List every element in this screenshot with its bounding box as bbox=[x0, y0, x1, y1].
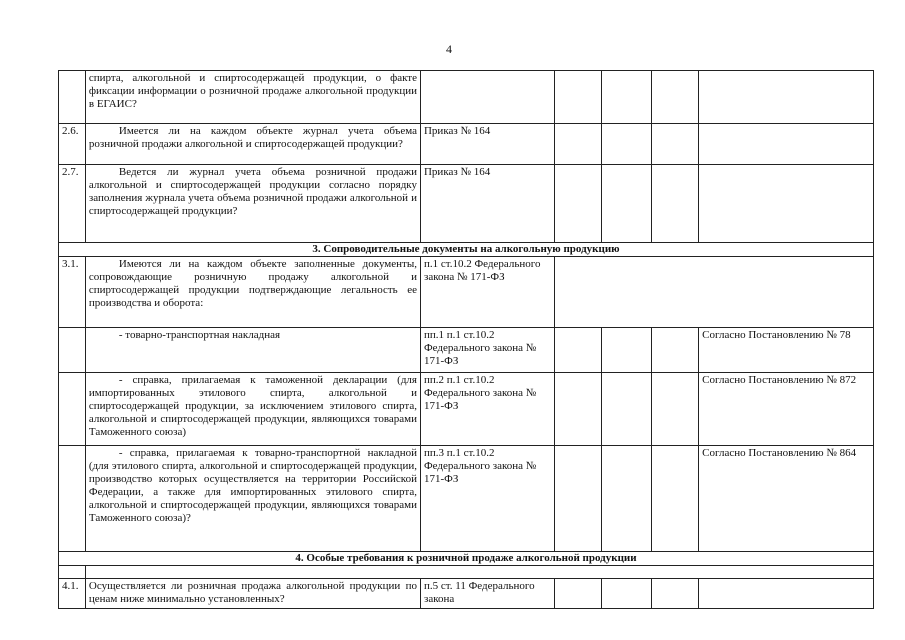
answer-yes-cell bbox=[555, 579, 602, 609]
answer-na-cell bbox=[651, 446, 699, 552]
question-text: - справка, прилагаемая к таможенной декларации (для импортированных этилового спирта, алкогольной и спиртосодержащей продукции, за исключением этилового спирта, алкогольной и спиртосодержащей продукции, являющихся товарами Таможенного союза) bbox=[85, 373, 420, 446]
item-number bbox=[59, 373, 86, 446]
question-text: Ведется ли журнал учета объема розничной продажи алкогольной и спиртосодержащей продукции согласно порядку заполнения журнала учета объема розничной продажи алкогольной и спиртосодержащей продукции? bbox=[85, 165, 420, 243]
table-row bbox=[59, 373, 874, 446]
table-row bbox=[59, 257, 874, 328]
answer-no-cell bbox=[601, 579, 651, 609]
question-text: - справка, прилагаемая к товарно-транспортной накладной (для этилового спирта, алкогольной и спиртосодержащей продукции, производство которых осуществляется на территории Российской Федерации, а также для импортированных этилового спирта, алкогольной и спиртосодержащей продукции, являющихся товарами Таможенного союза)? bbox=[85, 446, 420, 552]
table-row bbox=[59, 328, 874, 373]
answer-yes-cell bbox=[555, 446, 602, 552]
answer-na-cell bbox=[651, 328, 699, 373]
legal-reference bbox=[420, 71, 554, 124]
answer-no-cell bbox=[601, 373, 651, 446]
table-row bbox=[59, 579, 874, 609]
legal-reference: пп.3 п.1 ст.10.2 Федерального закона № 171-ФЗ bbox=[420, 446, 554, 552]
page-number: 4 bbox=[446, 42, 452, 56]
answer-na-cell bbox=[651, 165, 699, 243]
answer-na-cell bbox=[651, 71, 699, 124]
item-number: 4.1. bbox=[59, 579, 86, 609]
question-text: - товарно-транспортная накладная bbox=[85, 328, 420, 373]
item-number bbox=[59, 71, 86, 124]
table-row bbox=[59, 124, 874, 165]
section-title: 4. Особые требования к розничной продаже алкогольной продукции bbox=[59, 552, 874, 566]
answer-yes-cell bbox=[555, 165, 602, 243]
merged-answer-cell bbox=[555, 257, 874, 328]
item-number: 3.1. bbox=[59, 257, 86, 328]
answer-no-cell bbox=[601, 328, 651, 373]
answer-yes-cell bbox=[555, 328, 602, 373]
note-cell: Согласно Постановлению № 872 bbox=[699, 373, 874, 446]
question-text: Имеются ли на каждом объекте заполненные документы, сопровождающие розничную продажу алкогольной и спиртосодержащей продукции подтверждающие легальность ее производства и оборота: bbox=[85, 257, 420, 328]
section-header-row bbox=[59, 243, 874, 257]
item-number bbox=[59, 328, 86, 373]
legal-reference: пп.2 п.1 ст.10.2 Федерального закона № 171-ФЗ bbox=[420, 373, 554, 446]
answer-yes-cell bbox=[555, 373, 602, 446]
item-number bbox=[59, 446, 86, 552]
answer-no-cell bbox=[601, 124, 651, 165]
answer-yes-cell bbox=[555, 71, 602, 124]
table-row bbox=[59, 71, 874, 124]
checklist-table bbox=[58, 70, 874, 609]
answer-na-cell bbox=[651, 373, 699, 446]
answer-yes-cell bbox=[555, 124, 602, 165]
note-cell: Согласно Постановлению № 864 bbox=[699, 446, 874, 552]
section-title: 3. Сопроводительные документы на алкогольную продукцию bbox=[59, 243, 874, 257]
legal-reference: п.5 ст. 11 Федерального закона bbox=[420, 579, 554, 609]
question-text: Осуществляется ли розничная продажа алкогольной продукции по ценам ниже минимально установленных? bbox=[85, 579, 420, 609]
legal-reference: п.1 ст.10.2 Федерального закона № 171-ФЗ bbox=[420, 257, 554, 328]
table-row bbox=[59, 446, 874, 552]
empty-cell bbox=[85, 566, 873, 579]
note-cell bbox=[699, 579, 874, 609]
answer-no-cell bbox=[601, 165, 651, 243]
empty-row bbox=[59, 566, 874, 579]
item-number: 2.7. bbox=[59, 165, 86, 243]
legal-reference: пп.1 п.1 ст.10.2 Федерального закона № 171-ФЗ bbox=[420, 328, 554, 373]
table-row bbox=[59, 165, 874, 243]
item-number: 2.6. bbox=[59, 124, 86, 165]
answer-no-cell bbox=[601, 446, 651, 552]
question-text: спирта, алкогольной и спиртосодержащей продукции, о факте фиксации информации о розничной продаже алкогольной продукции в ЕГАИС? bbox=[85, 71, 420, 124]
note-cell bbox=[699, 165, 874, 243]
answer-na-cell bbox=[651, 579, 699, 609]
note-cell bbox=[699, 71, 874, 124]
answer-na-cell bbox=[651, 124, 699, 165]
note-cell bbox=[699, 124, 874, 165]
legal-reference: Приказ № 164 bbox=[420, 124, 554, 165]
section-header-row bbox=[59, 552, 874, 566]
answer-no-cell bbox=[601, 71, 651, 124]
note-cell: Согласно Постановлению № 78 bbox=[699, 328, 874, 373]
question-text: Имеется ли на каждом объекте журнал учета объема розничной продажи алкогольной и спиртосодержащей продукции? bbox=[85, 124, 420, 165]
legal-reference: Приказ № 164 bbox=[420, 165, 554, 243]
empty-cell bbox=[59, 566, 86, 579]
